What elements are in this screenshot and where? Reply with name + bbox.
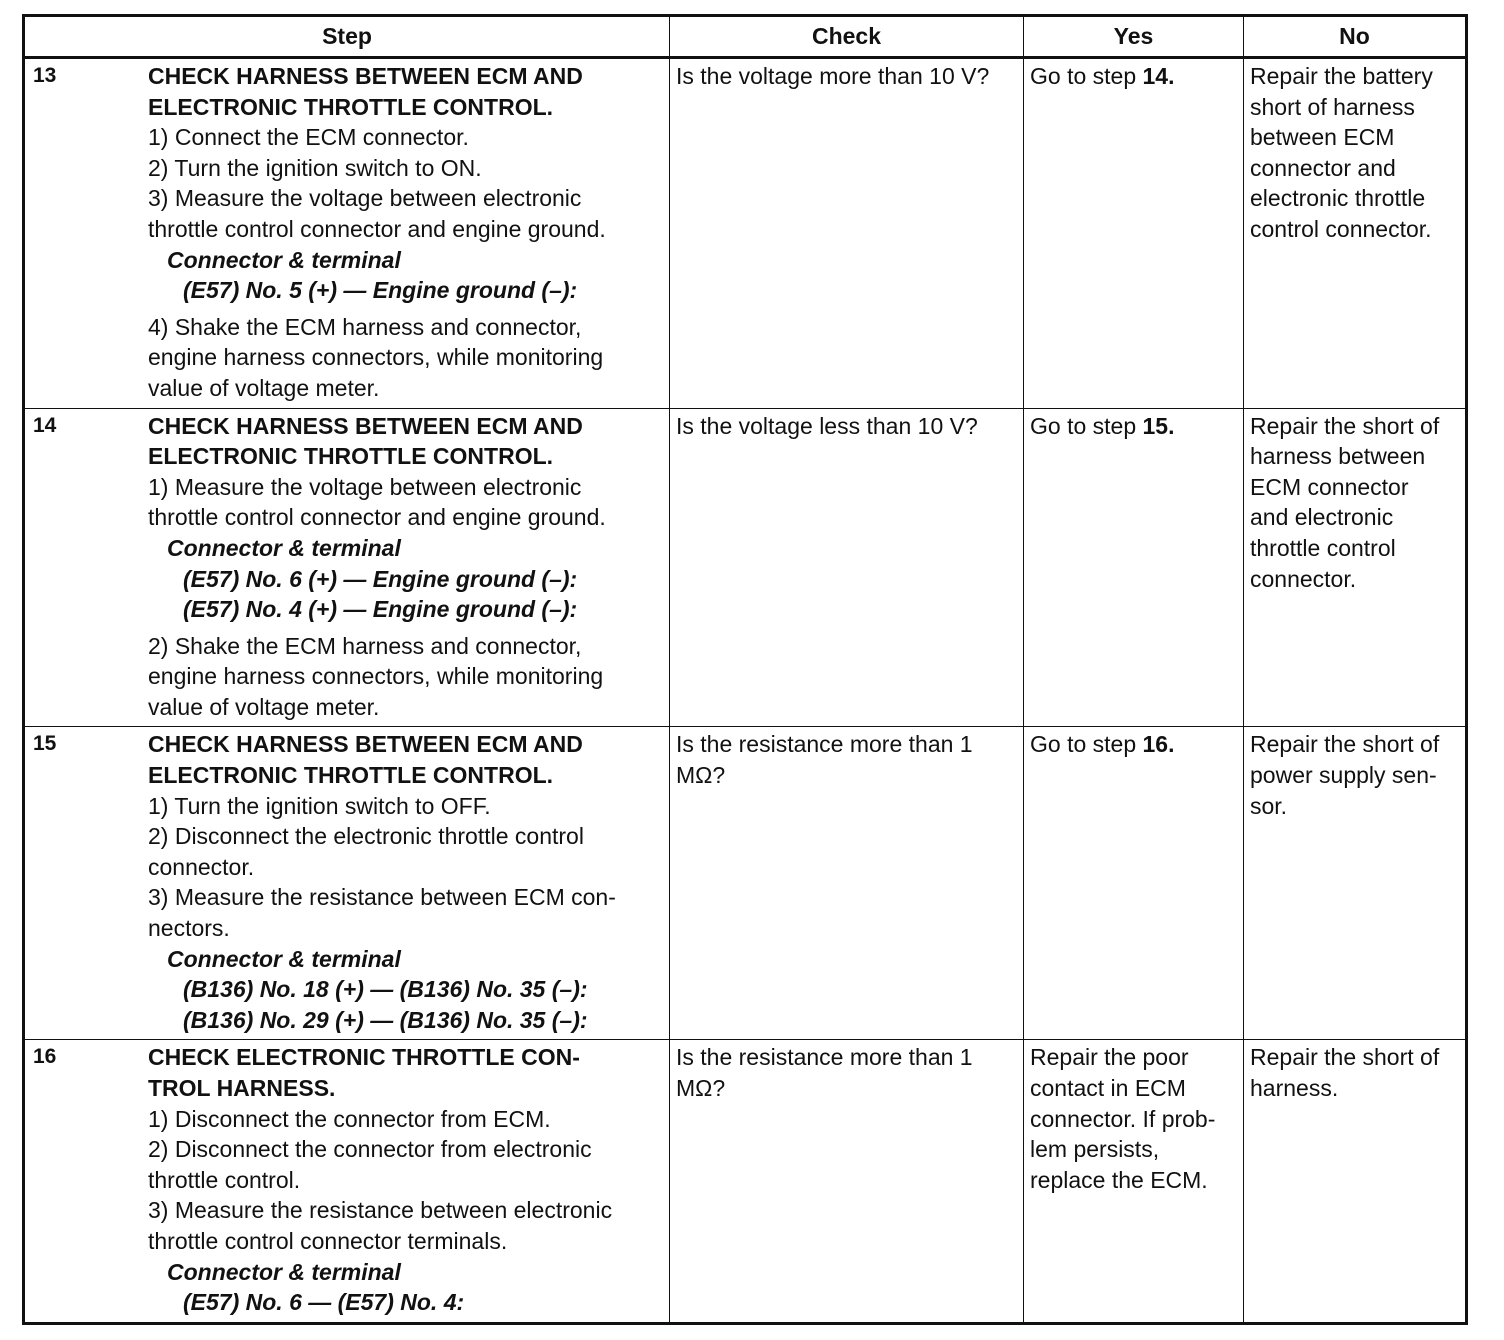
yes-text: Go to step bbox=[1030, 731, 1143, 758]
yes-cell bbox=[1024, 408, 1244, 727]
terminal-spec: (B136) No. 29 (+) — (B136) No. 35 (–): bbox=[183, 1006, 588, 1033]
step-title: CHECK HARNESS BETWEEN ECM AND bbox=[148, 412, 583, 439]
no-text: and electronic bbox=[1250, 504, 1394, 531]
no-text: connector. bbox=[1250, 565, 1357, 592]
check-text: MΩ? bbox=[676, 1075, 726, 1101]
header-step: Step bbox=[24, 16, 670, 58]
step-instruction: nectors. bbox=[148, 915, 230, 942]
step-number: 16 bbox=[33, 1045, 57, 1069]
step-instruction: throttle control connector and engine ground. bbox=[148, 215, 606, 242]
no-text: sor. bbox=[1250, 792, 1288, 819]
step-title: ELECTRONIC THROTTLE CONTROL. bbox=[148, 762, 554, 789]
check-cell bbox=[670, 408, 1024, 727]
step-instruction: 1) Connect the ECM connector. bbox=[148, 124, 469, 151]
no-text: between ECM bbox=[1250, 124, 1395, 151]
step-cell bbox=[24, 1040, 670, 1323]
no-text: throttle control bbox=[1250, 534, 1396, 561]
step-instruction: 2) Disconnect the connector from electronic bbox=[148, 1136, 592, 1163]
no-text: harness between bbox=[1250, 443, 1426, 470]
check-cell bbox=[670, 58, 1024, 409]
yes-text: replace the ECM. bbox=[1030, 1166, 1208, 1193]
step-title: ELECTRONIC THROTTLE CONTROL. bbox=[148, 443, 554, 470]
step-instruction: 3) Measure the voltage between electronic bbox=[148, 185, 582, 212]
check-cell bbox=[670, 727, 1024, 1040]
step-instruction: throttle control connector and engine ground. bbox=[148, 504, 606, 531]
no-text: power supply sen- bbox=[1250, 762, 1437, 789]
check-text: MΩ? bbox=[676, 762, 726, 789]
step-instruction: engine harness connectors, while monitoring bbox=[148, 663, 604, 690]
no-cell bbox=[1244, 1040, 1467, 1323]
connector-terminal-label: Connector & terminal bbox=[167, 945, 401, 972]
no-text: harness. bbox=[1250, 1075, 1339, 1101]
step-title: CHECK HARNESS BETWEEN ECM AND bbox=[148, 63, 583, 89]
step-instruction: 1) Measure the voltage between electronic bbox=[148, 473, 582, 500]
step-number: 14 bbox=[33, 413, 57, 437]
step-instruction: 1) Turn the ignition switch to OFF. bbox=[148, 792, 491, 819]
check-text: Is the resistance more than 1 bbox=[676, 731, 973, 758]
step-instruction: 3) Measure the resistance between electronic bbox=[148, 1197, 613, 1224]
no-text: Repair the short of bbox=[1250, 1044, 1440, 1071]
header-row bbox=[24, 16, 1467, 58]
check-cell bbox=[670, 1040, 1024, 1323]
step-title: CHECK HARNESS BETWEEN ECM AND bbox=[148, 731, 583, 758]
step-instruction: 4) Shake the ECM harness and connector, bbox=[148, 313, 582, 340]
step-instruction: value of voltage meter. bbox=[148, 693, 380, 720]
yes-text: Go to step bbox=[1030, 412, 1143, 439]
step-instruction: 3) Measure the resistance between ECM con- bbox=[148, 884, 616, 911]
yes-cell bbox=[1024, 1040, 1244, 1323]
step-number: 13 bbox=[33, 64, 57, 87]
yes-cell bbox=[1024, 58, 1244, 409]
header-yes: Yes bbox=[1024, 16, 1244, 58]
yes-text: contact in ECM bbox=[1030, 1075, 1186, 1101]
no-cell bbox=[1244, 58, 1467, 409]
step-cell bbox=[24, 727, 670, 1040]
terminal-spec: (E57) No. 6 (+) — Engine ground (–): bbox=[183, 565, 578, 592]
yes-step-ref: 16. bbox=[1142, 731, 1175, 758]
step-title: CHECK ELECTRONIC THROTTLE CON- bbox=[148, 1044, 580, 1071]
header-no: No bbox=[1244, 16, 1467, 58]
table-row bbox=[24, 727, 1467, 1040]
yes-step-ref: 15. bbox=[1142, 412, 1175, 439]
yes-text: Repair the poor bbox=[1030, 1044, 1189, 1071]
yes-step-ref: 14. bbox=[1142, 63, 1175, 89]
no-text: connector and bbox=[1250, 154, 1396, 181]
step-cell bbox=[24, 408, 670, 727]
check-text: Is the voltage more than 10 V? bbox=[676, 63, 990, 89]
table-row bbox=[24, 1040, 1467, 1323]
step-instruction: 2) Shake the ECM harness and connector, bbox=[148, 632, 582, 659]
terminal-spec: (B136) No. 18 (+) — (B136) No. 35 (–): bbox=[183, 976, 588, 1003]
step-instruction: connector. bbox=[148, 853, 255, 880]
table-row bbox=[24, 58, 1467, 409]
terminal-spec: (E57) No. 4 (+) — Engine ground (–): bbox=[183, 596, 578, 623]
table-row bbox=[24, 408, 1467, 727]
check-text: Is the voltage less than 10 V? bbox=[676, 412, 978, 439]
connector-terminal-label: Connector & terminal bbox=[167, 1258, 401, 1285]
step-instruction: throttle control connector terminals. bbox=[148, 1227, 508, 1254]
step-number: 15 bbox=[33, 732, 57, 756]
terminal-spec: (E57) No. 5 (+) — Engine ground (–): bbox=[183, 277, 578, 304]
yes-text: connector. If prob- bbox=[1030, 1105, 1216, 1132]
connector-terminal-label: Connector & terminal bbox=[167, 246, 401, 273]
step-instruction: throttle control. bbox=[148, 1166, 301, 1193]
no-text: ECM connector bbox=[1250, 473, 1409, 500]
no-text: control connector. bbox=[1250, 215, 1432, 242]
step-title: TROL HARNESS. bbox=[148, 1075, 336, 1101]
step-instruction: engine harness connectors, while monitoring bbox=[148, 344, 604, 371]
no-text: electronic throttle bbox=[1250, 185, 1426, 212]
diagnostic-table bbox=[22, 14, 1468, 1325]
check-text: Is the resistance more than 1 bbox=[676, 1044, 973, 1071]
step-title: ELECTRONIC THROTTLE CONTROL. bbox=[148, 93, 554, 120]
no-text: Repair the battery bbox=[1250, 63, 1433, 89]
step-instruction: 2) Disconnect the electronic throttle control bbox=[148, 823, 584, 850]
no-cell bbox=[1244, 727, 1467, 1040]
yes-text: lem persists, bbox=[1030, 1136, 1160, 1163]
terminal-spec: (E57) No. 6 — (E57) No. 4: bbox=[183, 1289, 465, 1316]
header-check: Check bbox=[670, 16, 1024, 58]
yes-text: Go to step bbox=[1030, 63, 1143, 89]
yes-cell bbox=[1024, 727, 1244, 1040]
no-text: short of harness bbox=[1250, 93, 1415, 120]
step-instruction: value of voltage meter. bbox=[148, 374, 380, 401]
connector-terminal-label: Connector & terminal bbox=[167, 534, 401, 561]
no-cell bbox=[1244, 408, 1467, 727]
step-cell bbox=[24, 58, 670, 409]
step-instruction: 1) Disconnect the connector from ECM. bbox=[148, 1105, 551, 1132]
no-text: Repair the short of bbox=[1250, 731, 1440, 758]
step-instruction: 2) Turn the ignition switch to ON. bbox=[148, 154, 482, 181]
no-text: Repair the short of bbox=[1250, 412, 1440, 439]
